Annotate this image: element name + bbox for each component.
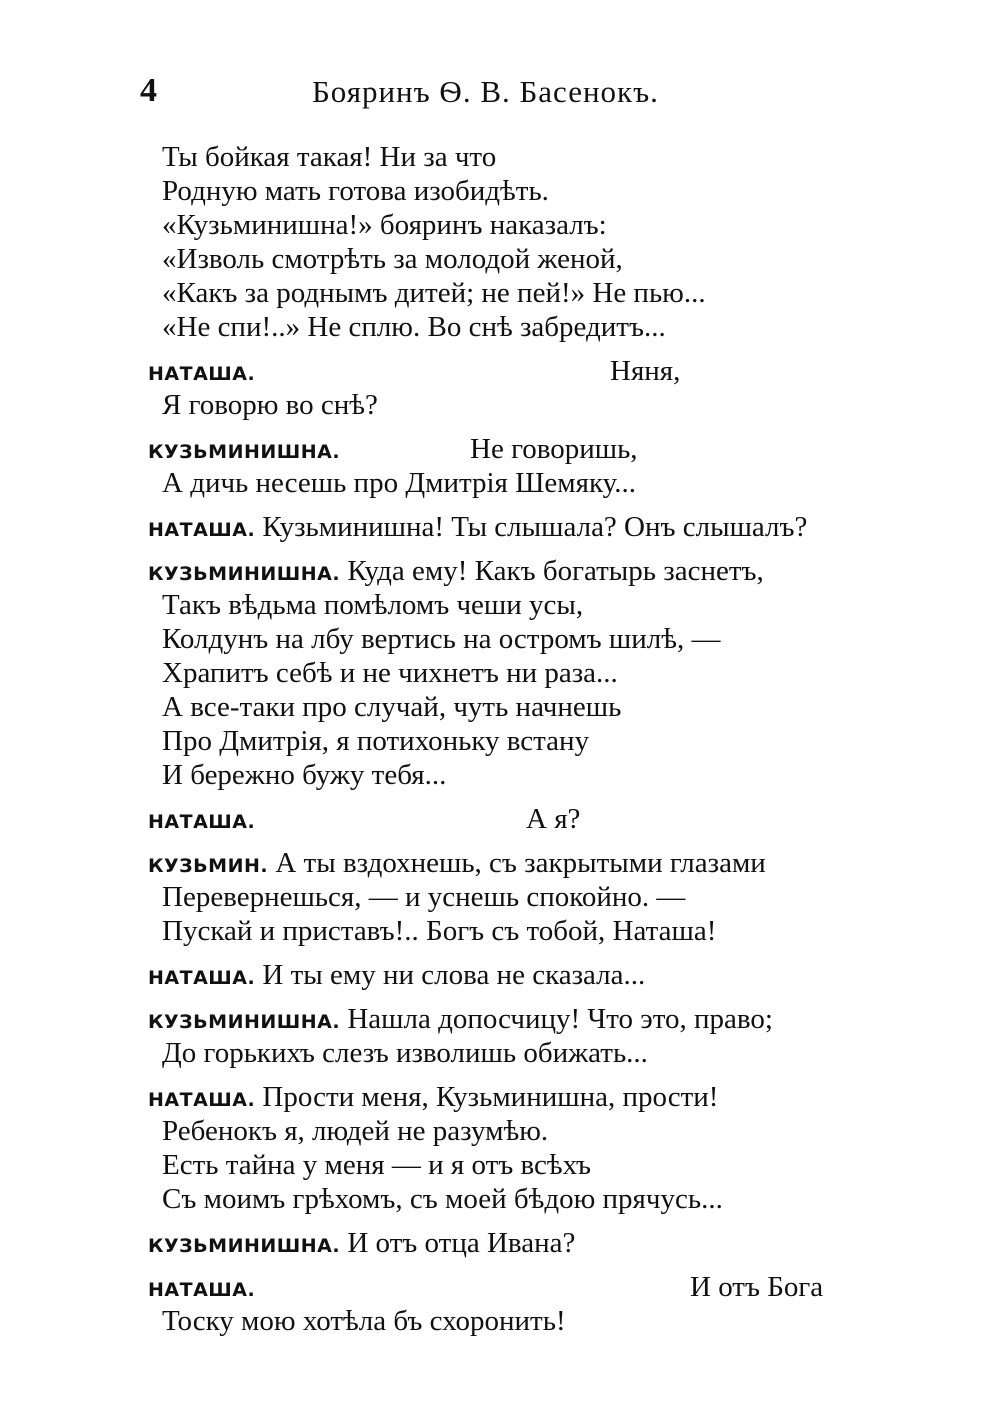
speech-first-line [148,554,868,588]
speech-text: Нашла допосчицу! Что это, право; [347,1003,773,1035]
verse-line: Пускай и приставъ!.. Богъ съ тобой, Наташа! [162,915,717,947]
verse-line: «Какъ за роднымъ дитей; не пей!» Не пью... [162,277,706,309]
speaker-name: КУЗЬМИНИШНА. [148,1011,341,1033]
speech-text: Куда ему! Какъ богатырь заснетъ, [347,555,764,587]
verse-line: Перевернешься, — и уснешь спокойно. — [162,881,686,913]
speaker-name: КУЗЬМИН. [148,855,269,877]
speech-first-line [148,802,868,836]
verse-line: Храпитъ себѣ и не чихнетъ ни раза... [162,657,618,689]
speech [148,1270,868,1338]
page-number: 4 [140,72,157,109]
speaker-name: КУЗЬМИНИШНА. [148,563,341,585]
speech [148,510,868,544]
speech-text: А я? [526,803,581,835]
speech [148,1226,868,1260]
speaker-name: КУЗЬМИНИШНА. [148,1235,341,1257]
speech [148,554,868,792]
speech-first-line [148,958,868,992]
verse-line: «Изволь смотрѣть за молодой женой, [162,243,623,275]
verse-line: Ребенокъ я, людей не разумѣю. [162,1115,549,1147]
speaker-name: НАТАША. [148,967,256,989]
speech-first-line [148,1002,868,1036]
verse-line: Я говорю во снѣ? [162,389,378,421]
speaker-name: НАТАША. [148,1279,256,1301]
verse-line: Тоску мою хотѣла бъ схоронить! [162,1305,566,1337]
verse-line: «Не спи!..» Не сплю. Во снѣ забредитъ... [162,311,666,343]
running-head: Бояринъ Ѳ. В. Басенокъ. [312,74,659,109]
verse-line: Ты бойкая такая! Ни за что [162,141,497,173]
speaker-name: КУЗЬМИНИШНА. [148,441,341,463]
speech-text: Прости меня, Кузьминишна, прости! [262,1081,719,1113]
speech-text: И отъ отца Ивана? [347,1227,576,1259]
speech [148,802,868,836]
speech-text: И ты ему ни слова не сказала... [262,959,646,991]
speaker-name: НАТАША. [148,363,256,385]
speech [148,958,868,992]
speech-text: Кузьминишна! Ты слышала? Онъ слышалъ? [262,511,808,543]
verse-line: Съ моимъ грѣхомъ, съ моей бѣдою прячусь... [162,1183,723,1215]
speech [148,1080,868,1216]
speaker-name: НАТАША. [148,811,256,833]
verse-line: И бережно бужу тебя... [162,759,447,791]
verse-line: Родную мать готова изобидѣть. [162,175,549,207]
speech-text: А ты вздохнешь, съ закрытыми глазами [275,847,766,879]
verse-line: Про Дмитрія, я потихоньку встану [162,725,590,757]
speech-first-line [148,1270,868,1304]
speech-text: И отъ Бога [690,1271,824,1303]
verse-line: Колдунъ на лбу вертись на остромъ шилѣ, — [162,623,721,655]
verse-line: «Кузьминишна!» бояринъ наказалъ: [162,209,607,241]
speech-text: Няня, [610,355,681,387]
speech-first-line [148,354,868,388]
speech-first-line [148,1080,868,1114]
verse-line: Есть тайна у меня — и я отъ всѣхъ [162,1149,592,1181]
verse-line: Такъ вѣдьма помѣломъ чеши усы, [162,589,584,621]
speech-first-line [148,846,868,880]
speech-first-line [148,510,868,544]
verse-line: До горькихъ слезъ изволишь обижать... [162,1037,648,1069]
speech-text: Не говоришь, [470,433,638,465]
speech [148,1002,868,1070]
page-header [140,72,860,122]
opening-verse [148,140,868,344]
speech-first-line [148,432,868,466]
speech [148,846,868,948]
speaker-name: НАТАША. [148,1089,256,1111]
verse-line: А дичь несешь про Дмитрія Шемяку... [162,467,636,499]
speaker-name: НАТАША. [148,519,256,541]
speech-first-line [148,1226,868,1260]
speech [148,354,868,422]
speech [148,432,868,500]
verse-line: А все-таки про случай, чуть начнешь [162,691,622,723]
play-text [148,140,868,1338]
